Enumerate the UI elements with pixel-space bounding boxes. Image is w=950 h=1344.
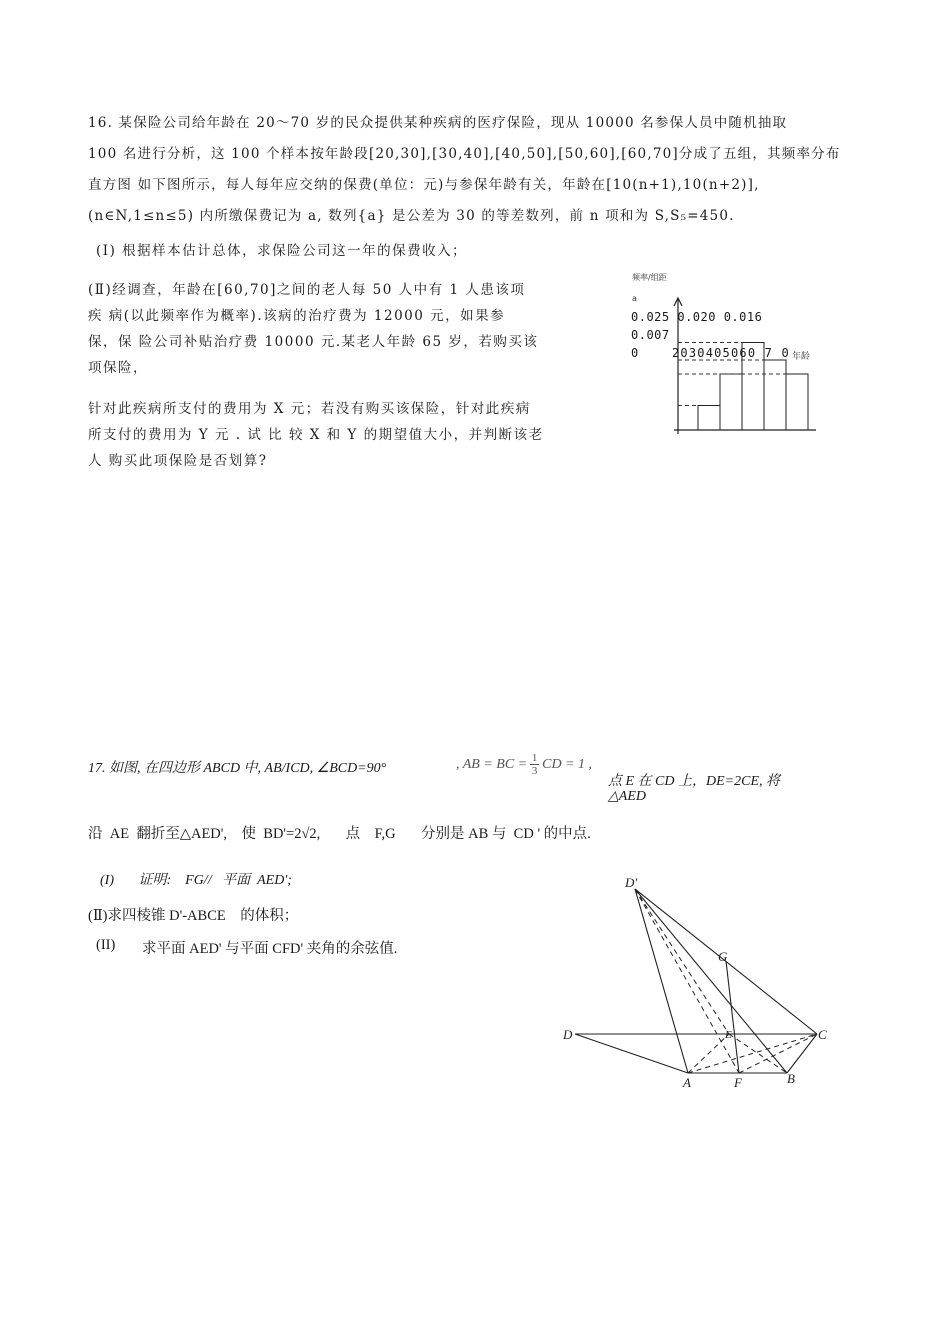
q17-tail-2: △AED [608, 789, 646, 804]
edge-dprime-e [635, 889, 729, 1034]
chart-ytick-row-2: 0.007 [631, 328, 670, 342]
edge-a-c [688, 1034, 817, 1073]
chart-ytick-row-1: 0.025 0.020 0.016 [631, 310, 763, 324]
chart-xlabel: 年龄 [792, 352, 811, 362]
chart-ylabel-small: a [632, 294, 637, 303]
pyramid-solid-edges [575, 889, 817, 1073]
q16-part-2-line: 项保险， [88, 360, 148, 376]
q17-line-2: 沿 AE 翻折至△AED', 使 BD'=2√2, 点 F,G 分别是 AB 与 CD ' 的中点. [88, 826, 591, 842]
label-g: G [718, 949, 728, 964]
histogram-figure [620, 270, 820, 460]
edge-f-c [739, 1034, 817, 1073]
q16-part-2b-line: 所支付的费用为 Y 元 . 试 比 较 X 和 Y 的期望值大小，并判断该老 [88, 427, 544, 443]
q16-line-1: 16. 某保险公司给年龄在 20～70 岁的民众提供某种疾病的医疗保险，现从 10000 名参保人员中随机抽取 [88, 115, 788, 131]
q16-line-3: 直方图 如下图所示，每人每年应交纳的保费(单位：元)与参保年龄有关，年龄在[10(n+1),10(n+2)], [88, 177, 760, 193]
label-dprime: D' [625, 875, 638, 890]
histogram-bar [698, 406, 720, 431]
pyramid-figure [555, 875, 845, 1090]
chart-xtick-row: 2030405060 7 0 [672, 346, 790, 360]
q17-head: 17. 如图, 在四边形 ABCD 中, AB/ICD, ∠BCD=90° [88, 761, 387, 776]
histogram-svg [620, 270, 820, 460]
edge-dprime-b [635, 889, 787, 1073]
label-e: E [725, 1029, 732, 1041]
q16-part-2-line: 疾 病(以此频率作为概率).该病的治疗费为 12000 元，如果参 [88, 308, 506, 324]
q17-part-1: (I) 证明: FG// 平面 AED'; [100, 873, 292, 888]
q16-line-4: (n∈N,1≤n≤5) 内所缴保费记为 a, 数列{a} 是公差为 30 的等差数列，前 n 项和为 S,S₅=450. [88, 208, 735, 224]
formula-denominator: 3 [531, 765, 538, 777]
histogram-bar [764, 360, 786, 430]
label-f: F [734, 1075, 742, 1090]
edge-dprime-f [635, 889, 739, 1073]
edge-d-a [575, 1034, 688, 1073]
question-16-text [88, 108, 878, 232]
chart-ylabel: 频率/组距 [632, 273, 667, 282]
edge-b-c [787, 1034, 817, 1073]
q17-part-3-label: (II) [96, 937, 116, 953]
chart-origin-label: 0 [631, 346, 639, 360]
q16-part-2-line: (Ⅱ)经调查，年龄在[60,70]之间的老人每 50 人中有 1 人患该项 [88, 282, 526, 298]
q16-part-2b [88, 396, 588, 474]
edge-e-b [729, 1034, 787, 1073]
edge-f-g [726, 961, 739, 1073]
formula-fraction [530, 752, 539, 777]
histogram-bar [786, 374, 808, 430]
edge-dprime-a [635, 889, 688, 1073]
q16-part-2-line: 保，保 险公司补贴治疗费 10000 元.某老人年龄 65 岁，若购买该 [88, 334, 539, 350]
pyramid-labels [562, 875, 827, 1090]
formula-numerator: 1 [531, 752, 538, 764]
formula-rhs: CD = 1 , [542, 756, 593, 772]
pyramid-hidden-edges [635, 889, 817, 1073]
formula-lhs: , AB = BC = [456, 756, 528, 772]
q16-part-2b-line: 人 购买此项保险是否划算? [88, 453, 268, 469]
label-b: B [787, 1071, 795, 1086]
q17-part-2: (Ⅱ)求四棱锥 D'-ABCE 的体积； [88, 908, 299, 924]
q17-part-3: 求平面 AED' 与平面 CFD' 夹角的余弦值. [142, 941, 398, 957]
q16-part-1: (I) 根据样本估计总体，求保险公司这一年的保费收入； [96, 243, 468, 259]
q16-part-2b-line: 针对此疾病所支付的费用为 X 元；若没有购买该保险，针对此疾病 [88, 401, 531, 417]
label-a: A [683, 1075, 691, 1090]
histogram-bar [720, 374, 742, 430]
q16-part-2 [88, 277, 588, 381]
q17-formula [456, 752, 592, 777]
q17-tail-1: 点 E 在 CD 上，DE=2CE, 将 [608, 774, 780, 789]
label-c: C [818, 1027, 827, 1042]
label-d: D [563, 1027, 573, 1042]
q16-line-2: 100 名进行分析，这 100 个样本按年龄段[20,30],[30,40],[40,50],[50,60],[60,70]分成了五组，其频率分布 [88, 146, 841, 162]
